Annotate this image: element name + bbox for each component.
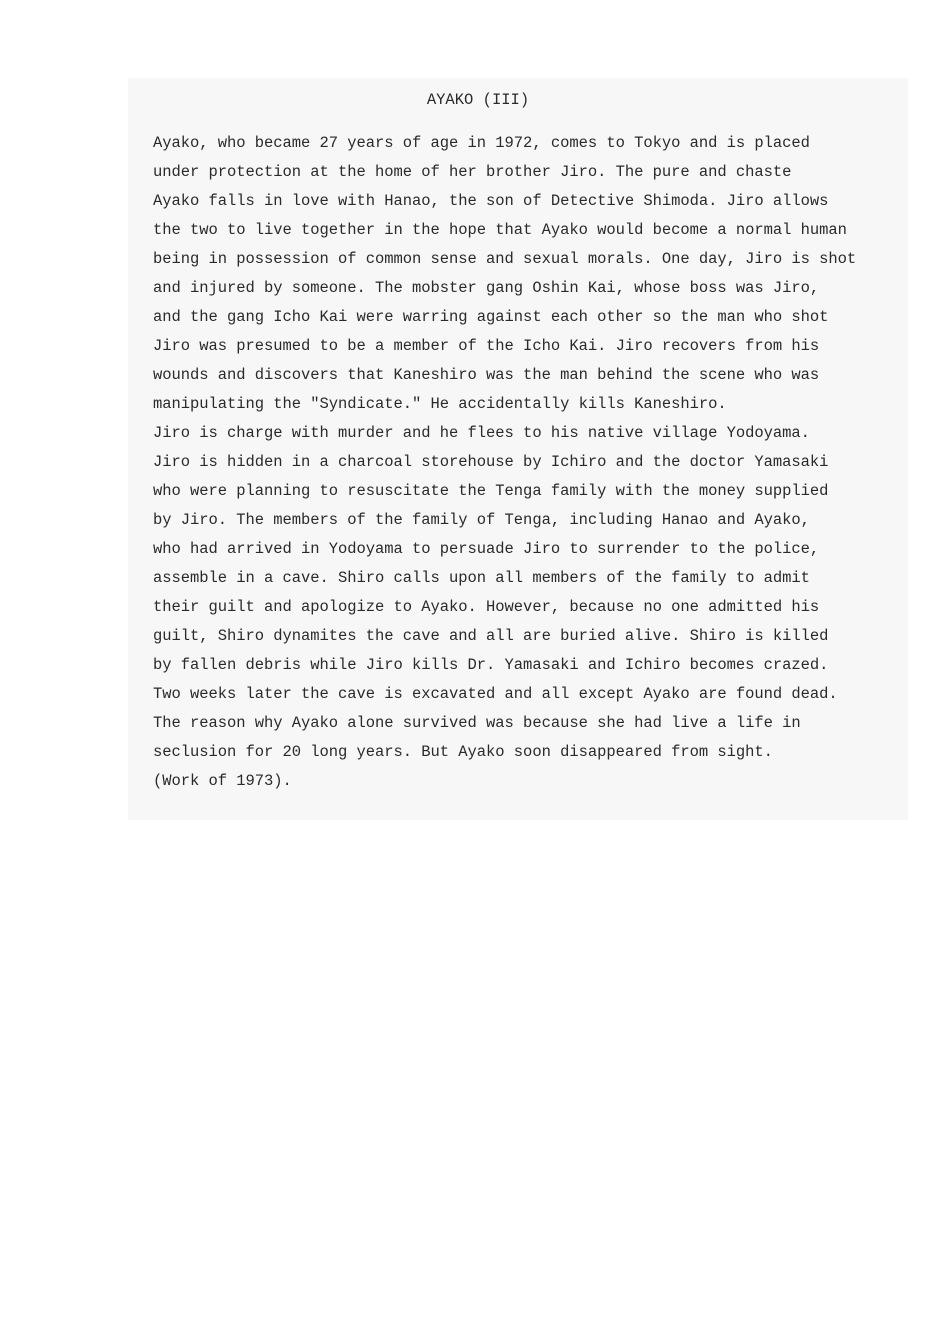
body-line: being in possession of common sense and sexual morals. One day, Jiro is shot (153, 250, 857, 268)
body-line: Jiro was presumed to be a member of the Icho Kai. Jiro recovers from his (153, 337, 820, 355)
body-line: their guilt and apologize to Ayako. However, because no one admitted his (153, 598, 820, 616)
body-line: the two to live together in the hope that Ayako would become a normal human (153, 221, 847, 239)
body-line: Ayako, who became 27 years of age in 1972, comes to Tokyo and is placed (153, 134, 810, 152)
body-line: The reason why Ayako alone survived was because she had live a life in (153, 714, 801, 732)
body-line: assemble in a cave. Shiro calls upon all members of the family to admit (153, 569, 810, 587)
body-line: (Work of 1973). (153, 772, 292, 790)
document-title: AYAKO (III) (426, 91, 530, 109)
body-line: who were planning to resuscitate the Tenga family with the money supplied (153, 482, 829, 500)
body-line: under protection at the home of her brother Jiro. The pure and chaste (153, 163, 792, 181)
body-line: Ayako falls in love with Hanao, the son of Detective Shimoda. Jiro allows (153, 192, 829, 210)
body-line: who had arrived in Yodoyama to persuade Jiro to surrender to the police, (153, 540, 820, 558)
body-line: Jiro is hidden in a charcoal storehouse by Ichiro and the doctor Yamasaki (153, 453, 829, 471)
document-body (153, 129, 856, 796)
body-line: seclusion for 20 long years. But Ayako soon disappeared from sight. (153, 743, 773, 761)
body-line: Two weeks later the cave is excavated and all except Ayako are found dead. (153, 685, 838, 703)
body-line: by fallen debris while Jiro kills Dr. Yamasaki and Ichiro becomes crazed. (153, 656, 829, 674)
body-line: manipulating the "Syndicate." He accidentally kills Kaneshiro. (153, 395, 727, 413)
body-line: guilt, Shiro dynamites the cave and all are buried alive. Shiro is killed (153, 627, 829, 645)
body-line: by Jiro. The members of the family of Tenga, including Hanao and Ayako, (153, 511, 810, 529)
body-line: wounds and discovers that Kaneshiro was the man behind the scene who was (153, 366, 820, 384)
body-line: and injured by someone. The mobster gang Oshin Kai, whose boss was Jiro, (153, 279, 820, 297)
body-line: and the gang Icho Kai were warring against each other so the man who shot (153, 308, 829, 326)
body-line: Jiro is charge with murder and he flees to his native village Yodoyama. (153, 424, 810, 442)
